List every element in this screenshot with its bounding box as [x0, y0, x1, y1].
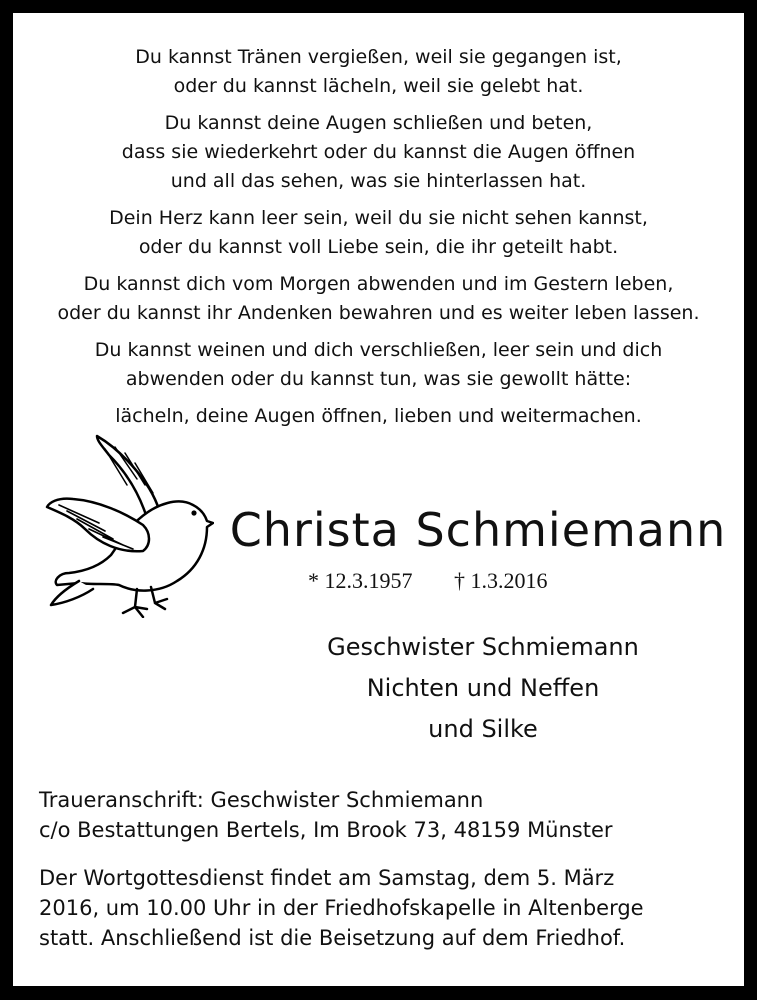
poem: [13, 43, 744, 439]
address-line: c/o Bestattungen Bertels, Im Brook 73, 48159 Münster: [39, 818, 613, 842]
poem-line: oder du kannst lächeln, weil sie gelebt hat.: [173, 75, 584, 97]
obituary-notice: [13, 13, 744, 986]
poem-stanza: [13, 43, 744, 101]
poem-stanza: [13, 270, 744, 328]
dove-icon: [39, 433, 214, 618]
address-line: Traueranschrift: Geschwister Schmiemann: [39, 788, 484, 812]
mourner-line: und Silke: [428, 715, 538, 743]
poem-line: Dein Herz kann leer sein, weil du sie nicht sehen kannst,: [109, 207, 648, 229]
poem-line: Du kannst deine Augen schließen und beten,: [164, 112, 593, 134]
poem-line: oder du kannst voll Liebe sein, die ihr geteilt habt.: [138, 236, 619, 258]
poem-stanza: [13, 402, 744, 431]
service-line: 2016, um 10.00 Uhr in der Friedhofskapelle in Altenberge: [39, 896, 644, 920]
service-line: statt. Anschließend ist die Beisetzung auf dem Friedhof.: [39, 926, 626, 950]
service-announcement: [39, 863, 719, 953]
life-dates: [308, 568, 648, 594]
mourner-line: Geschwister Schmiemann: [327, 633, 639, 661]
mourner-line: Nichten und Neffen: [366, 674, 600, 702]
poem-line: oder du kannst ihr Andenken bewahren und es weiter leben lassen.: [57, 302, 700, 324]
poem-stanza: [13, 204, 744, 262]
birth-date: * 12.3.1957: [308, 568, 413, 593]
poem-line: Du kannst Tränen vergießen, weil sie gegangen ist,: [135, 46, 622, 68]
death-date: † 1.3.2016: [454, 568, 548, 593]
poem-stanza: [13, 336, 744, 394]
poem-line: abwenden oder du kannst tun, was sie gewollt hätte:: [125, 368, 632, 390]
poem-line: Du kannst dich vom Morgen abwenden und im Gestern leben,: [83, 273, 674, 295]
poem-stanza: [13, 109, 744, 196]
poem-line: dass sie wiederkehrt oder du kannst die Augen öffnen: [121, 141, 636, 163]
poem-line: und all das sehen, was sie hinterlassen hat.: [170, 170, 587, 192]
mourning-address: [39, 785, 739, 845]
service-line: Der Wortgottesdienst findet am Samstag, dem 5. März: [39, 866, 615, 890]
deceased-name: Christa Schmiemann: [229, 503, 727, 557]
poem-line: Du kannst weinen und dich verschließen, leer sein und dich: [94, 339, 663, 361]
mourners: [263, 627, 703, 750]
poem-line: lächeln, deine Augen öffnen, lieben und weitermachen.: [115, 405, 642, 427]
